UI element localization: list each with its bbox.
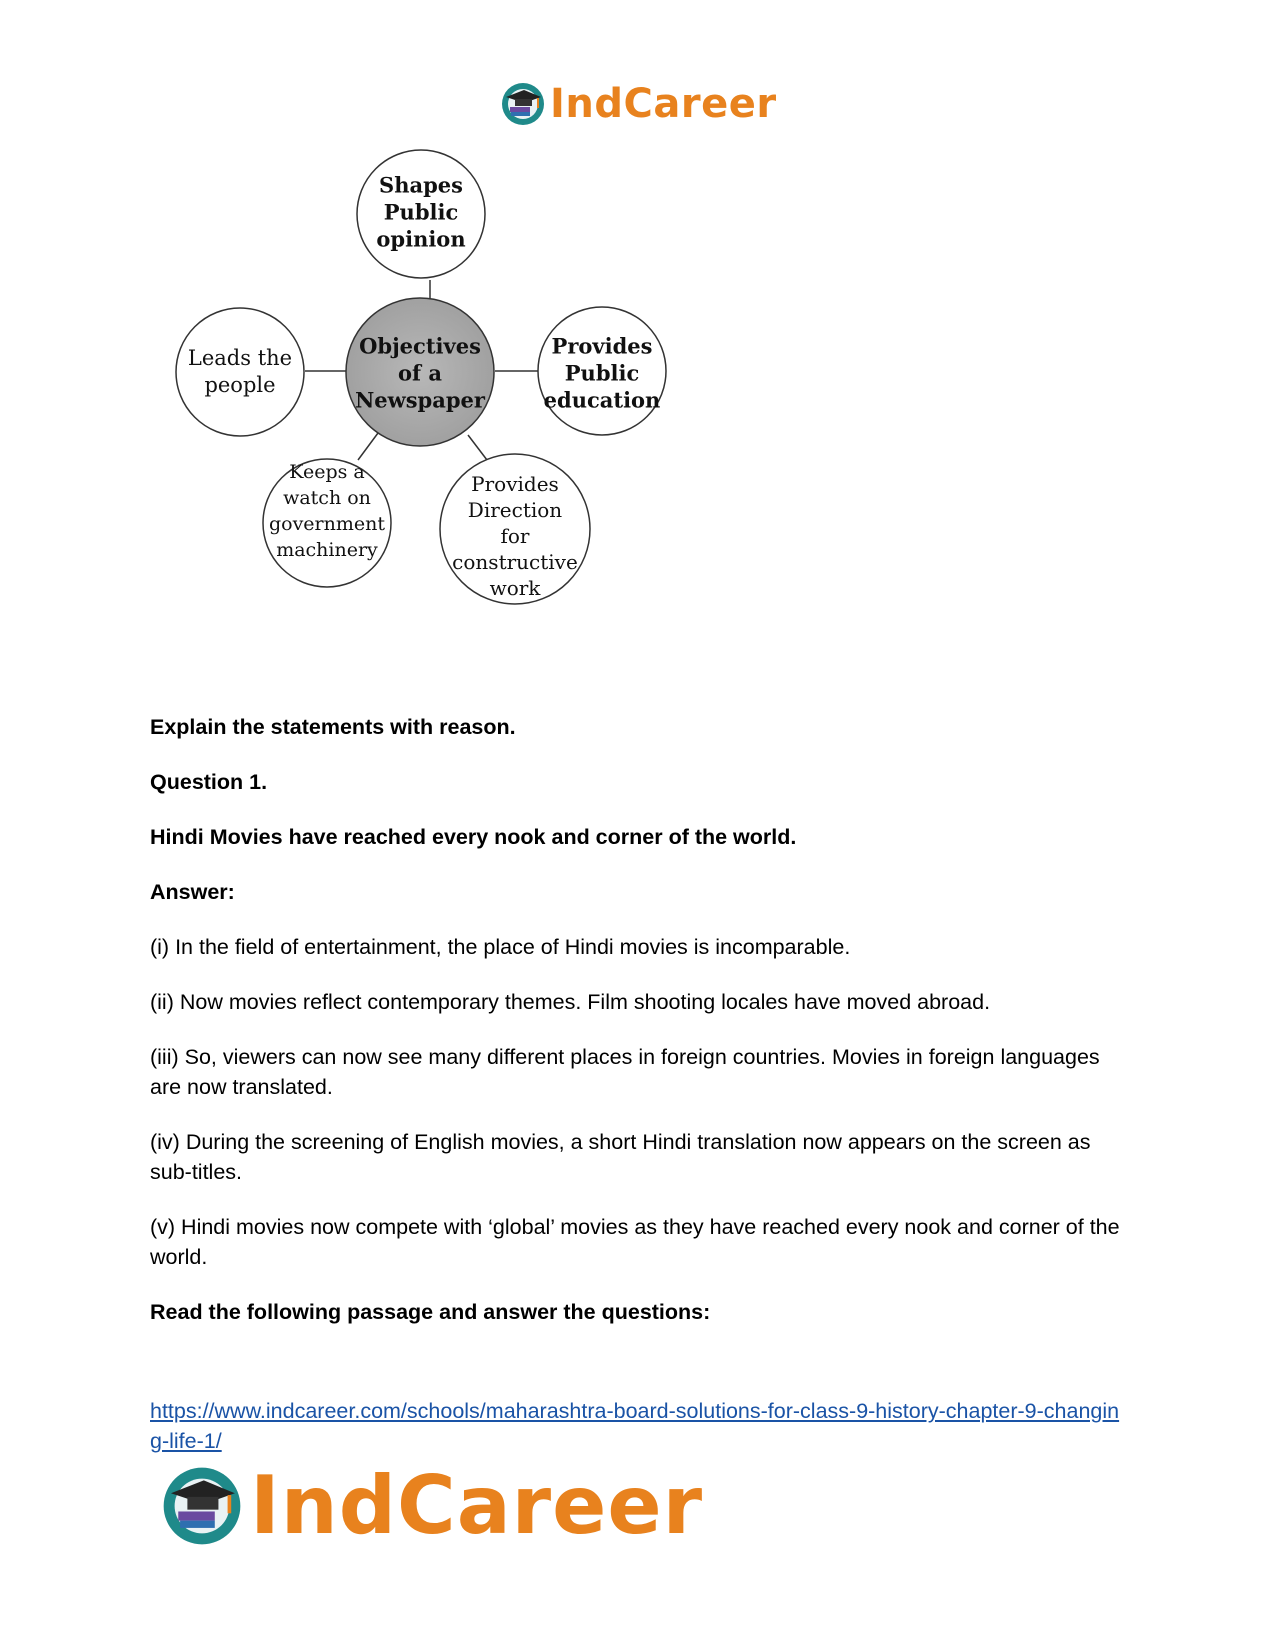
question-text: Hindi Movies have reached every nook and corner of the world. [150, 825, 797, 849]
diagram-node-label: Shapes Public opinion [376, 172, 466, 252]
answer-point: (i) In the field of entertainment, the place of Hindi movies is incomparable. [150, 935, 851, 959]
answer-point: (iii) So, viewers can now see many different places in foreign countries. Movies in foreign languages are now translated. [150, 1045, 1100, 1099]
brand-wordmark: IndCareer [250, 1459, 704, 1552]
objectives-diagram [150, 148, 710, 648]
answer-label: Answer: [150, 880, 235, 904]
answer-point: (ii) Now movies reflect contemporary themes. Film shooting locales have moved abroad. [150, 990, 991, 1014]
document-body [150, 712, 1130, 1352]
graduation-cap-icon [500, 81, 546, 127]
diagram-node-label: Leads the people [187, 346, 293, 397]
footer-logo [160, 1458, 703, 1554]
header-logo [500, 76, 777, 132]
section-heading: Explain the statements with reason. [150, 715, 516, 739]
diagram-center-label: Objectives of a Newspaper [355, 333, 485, 413]
graduation-cap-icon [160, 1464, 244, 1548]
connector-bottom-right [468, 435, 487, 460]
diagram-node-label: Provides Direction for constructive work [452, 472, 578, 600]
source-link[interactable]: https://www.indcareer.com/schools/maharashtra-board-solutions-for-class-9-history-chapter-9-changing-life-1/ [150, 1399, 1120, 1453]
diagram-node-label: Provides Public education [543, 333, 661, 413]
question-number: Question 1. [150, 770, 268, 794]
passage-prompt: Read the following passage and answer the questions: [150, 1300, 711, 1324]
diagram-node-label: Keeps a watch on government machinery [268, 461, 386, 561]
brand-wordmark: IndCareer [550, 81, 777, 127]
connector-bottom-left [358, 433, 378, 460]
answer-point: (v) Hindi movies now compete with ‘global’ movies as they have reached every nook and corner of the world. [150, 1215, 1120, 1269]
answer-point: (iv) During the screening of English movies, a short Hindi translation now appears on the screen as sub-titles. [150, 1130, 1091, 1184]
